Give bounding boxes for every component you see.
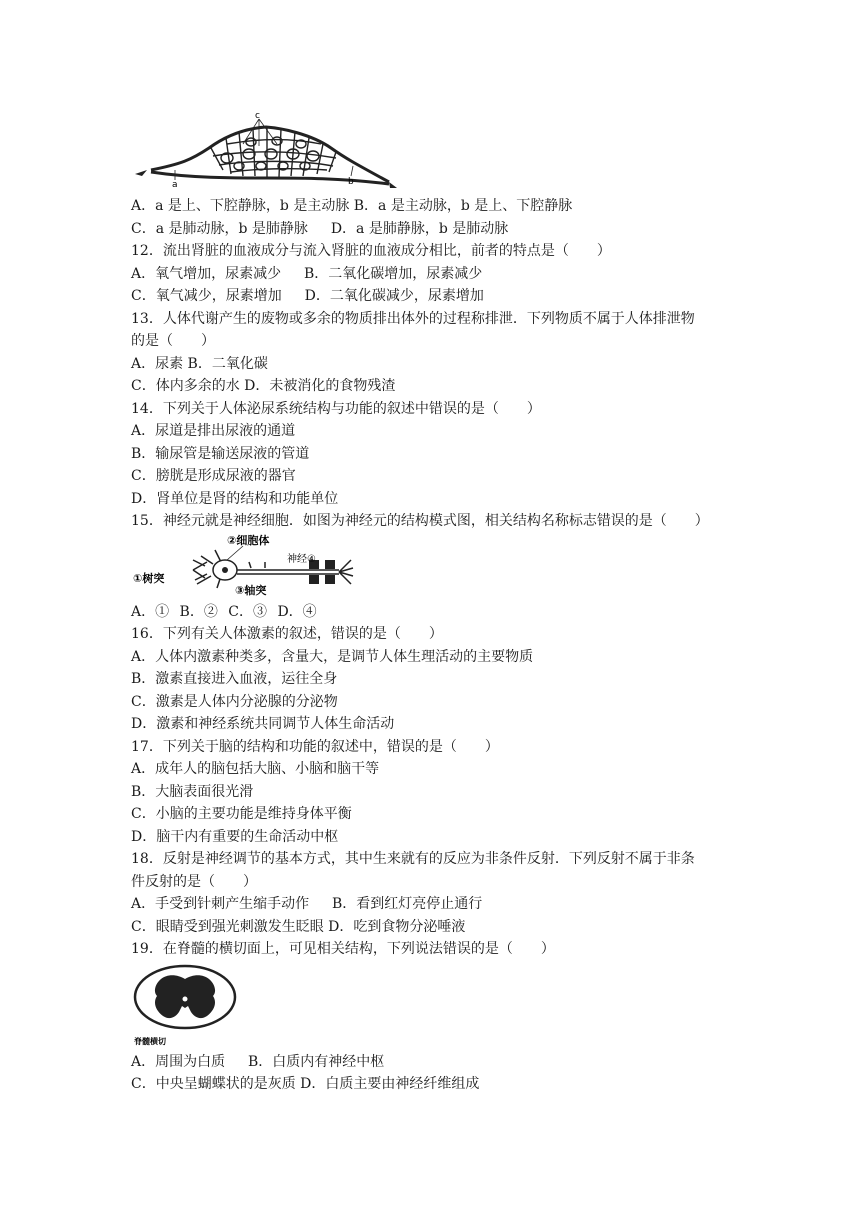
neuron-figure	[131, 532, 371, 598]
q18-stem-line1: 18．反射是神经调节的基本方式，其中生来就有的反应为非条件反射．下列反射不属于非条	[131, 851, 695, 867]
q12-stem: 12．流出肾脏的血液成分与流入肾脏的血液成分相比，前者的特点是（ ）	[131, 243, 611, 259]
q15-options: A．① B．② C．③ D．④	[131, 604, 317, 620]
capillary-network-figure	[131, 108, 401, 188]
neuron-label-cell-body: ②细胞体	[227, 534, 270, 547]
q16-option-b: B．激素直接进入血液，运往全身	[131, 671, 338, 687]
q14-option-c: C．膀胱是形成尿液的器官	[131, 468, 296, 484]
fig-label-a: a	[172, 180, 178, 188]
q13-options-cd: C．体内多余的水 D．未被消化的食物残渣	[131, 378, 396, 394]
q12-options-ab: A．氧气增加，尿素减少 B．二氧化碳增加，尿素减少	[131, 266, 483, 282]
q15-stem: 15．神经元就是神经细胞．如图为神经元的结构模式图，相关结构名称标志错误的是（ ）	[131, 513, 709, 529]
q13-options-ab: A．尿素 B．二氧化碳	[131, 356, 268, 372]
fig-label-b: b	[348, 177, 354, 187]
q17-option-d: D．脑干内有重要的生命活动中枢	[131, 829, 339, 845]
q19-options-cd: C．中央呈蝴蝶状的是灰质 D．白质主要由神经纤维组成	[131, 1076, 480, 1092]
neuron-label-nerve: 神经④	[287, 554, 316, 565]
q14-option-d: D．肾单位是肾的结构和功能单位	[131, 491, 339, 507]
q12-options-cd: C．氧气减少，尿素增加 D．二氧化碳减少，尿素增加	[131, 288, 484, 304]
q17-stem: 17．下列关于脑的结构和功能的叙述中，错误的是（ ）	[131, 739, 499, 755]
q16-option-c: C．激素是人体内分泌腺的分泌物	[131, 694, 338, 710]
q18-stem-line2: 件反射的是（ ）	[131, 874, 257, 890]
q11-options-ab: A．a 是上、下腔静脉，b 是主动脉 B．a 是主动脉，b 是上、下腔静脉	[131, 198, 573, 214]
q16-stem: 16．下列有关人体激素的叙述，错误的是（ ）	[131, 626, 443, 642]
q14-option-b: B．输尿管是输送尿液的管道	[131, 446, 310, 462]
q18-options-cd: C．眼睛受到强光刺激发生眨眼 D．吃到食物分泌唾液	[131, 919, 466, 935]
spinal-cord-figure	[131, 962, 243, 1048]
fig-label-c: c	[255, 111, 260, 121]
q17-option-a: A．成年人的脑包括大脑、小脑和脑干等	[131, 761, 380, 777]
q14-option-a: A．尿道是排出尿液的通道	[131, 423, 296, 439]
q13-stem-line2: 的是（ ）	[131, 333, 215, 349]
q17-option-b: B．大脑表面很光滑	[131, 784, 254, 800]
q17-option-c: C．小脑的主要功能是维持身体平衡	[131, 806, 352, 822]
neuron-label-dendrite: ①树突	[133, 572, 165, 585]
q19-options-ab: A．周围为白质 B．白质内有神经中枢	[131, 1054, 385, 1070]
neuron-label-axon: ③轴突	[235, 584, 267, 597]
q19-stem: 19．在脊髓的横切面上，可见相关结构，下列说法错误的是（ ）	[131, 941, 555, 957]
spinal-cord-caption: 脊髓横切	[134, 1037, 166, 1046]
q16-option-d: D．激素和神经系统共同调节人体生命活动	[131, 716, 395, 732]
q18-options-ab: A．手受到针刺产生缩手动作 B．看到红灯亮停止通行	[131, 896, 483, 912]
q14-stem: 14．下列关于人体泌尿系统结构与功能的叙述中错误的是（ ）	[131, 401, 541, 417]
q13-stem-line1: 13．人体代谢产生的废物或多余的物质排出体外的过程称排泄．下列物质不属于人体排泄物	[131, 311, 695, 327]
q16-option-a: A．人体内激素种类多，含量大，是调节人体生理活动的主要物质	[131, 649, 534, 665]
q11-options-cd: C．a 是肺动脉，b 是肺静脉 D．a 是肺静脉，b 是肺动脉	[131, 221, 509, 237]
